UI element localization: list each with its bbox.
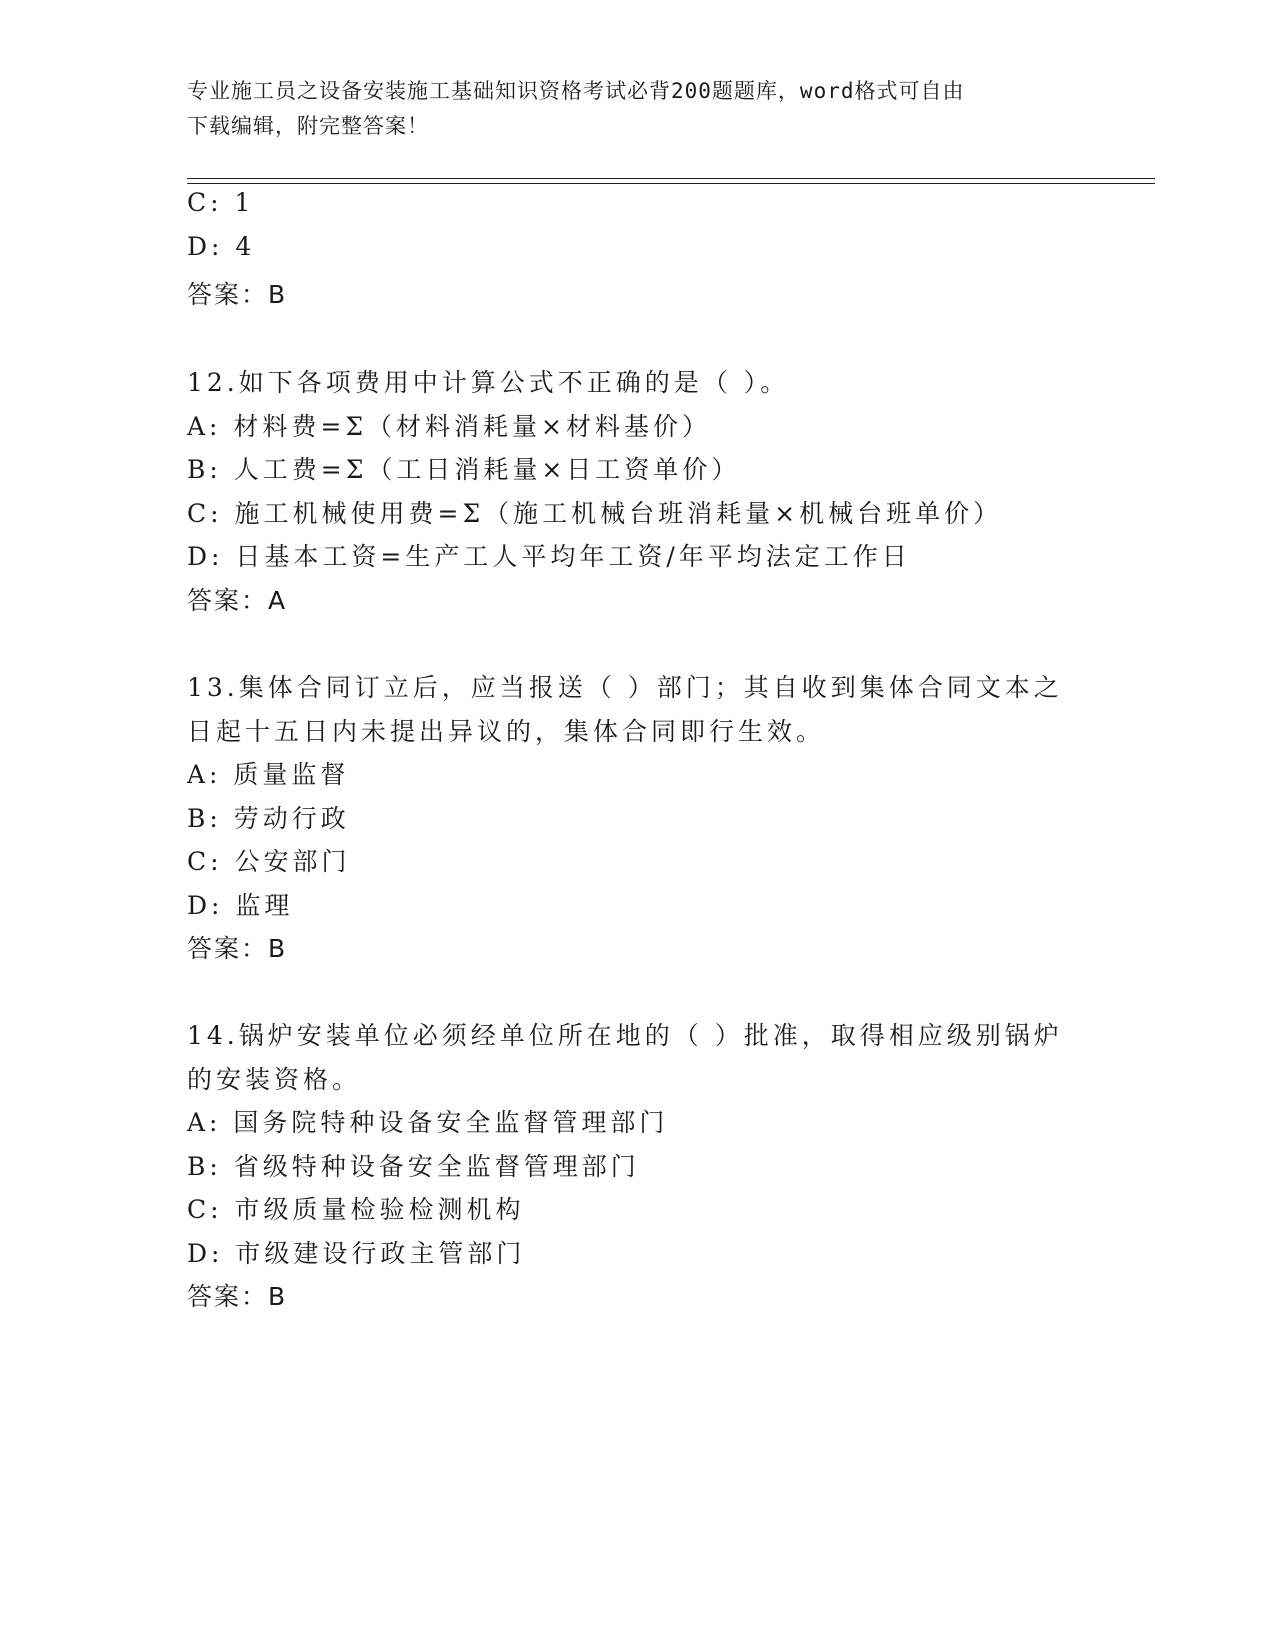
option-b: B: 人工费=Σ（工日消耗量×日工资单价） bbox=[187, 455, 741, 484]
question-stem: 12.如下各项费用中计算公式不正确的是（ ）。 bbox=[187, 368, 790, 397]
question-stem-continued: 日起十五日内未提出异议的，集体合同即行生效。 bbox=[187, 717, 826, 746]
option-d: D: 监理 bbox=[187, 891, 294, 920]
question-stem-continued: 的安装资格。 bbox=[187, 1065, 362, 1094]
option-b: B: 省级特种设备安全监督管理部门 bbox=[187, 1152, 640, 1181]
answer-label: 答案：B bbox=[187, 934, 288, 963]
header-divider-bottom bbox=[187, 183, 1155, 184]
option-c: C: 市级质量检验检测机构 bbox=[187, 1195, 525, 1224]
option-d: D: 4 bbox=[187, 232, 256, 261]
document-header bbox=[187, 74, 1067, 144]
question-stem: 13.集体合同订立后，应当报送（ ）部门；其自收到集体合同文本之 bbox=[187, 673, 1063, 702]
option-d: D: 市级建设行政主管部门 bbox=[187, 1239, 526, 1268]
option-b: B: 劳动行政 bbox=[187, 804, 350, 833]
header-divider-top bbox=[187, 178, 1155, 179]
option-d: D: 日基本工资=生产工人平均年工资/年平均法定工作日 bbox=[187, 542, 911, 571]
answer-label: 答案：B bbox=[187, 1282, 288, 1311]
header-line-2: 下载编辑，附完整答案！ bbox=[187, 114, 429, 138]
option-c: C: 1 bbox=[187, 188, 255, 217]
option-c: C: 施工机械使用费=Σ（施工机械台班消耗量×机械台班单价） bbox=[187, 499, 1003, 528]
option-a: A: 国务院特种设备安全监督管理部门 bbox=[187, 1108, 669, 1137]
option-c: C: 公安部门 bbox=[187, 847, 351, 876]
question-stem: 14.锅炉安装单位必须经单位所在地的（ ）批准，取得相应级别锅炉 bbox=[187, 1021, 1063, 1050]
header-line-1: 专业施工员之设备安装施工基础知识资格考试必背200题题库，word格式可自由 bbox=[187, 79, 965, 103]
option-a: A: 材料费=Σ（材料消耗量×材料基价） bbox=[187, 412, 711, 441]
option-a: A: 质量监督 bbox=[187, 760, 350, 789]
answer-label: 答案：A bbox=[187, 586, 288, 615]
answer-label: 答案：B bbox=[187, 280, 288, 309]
